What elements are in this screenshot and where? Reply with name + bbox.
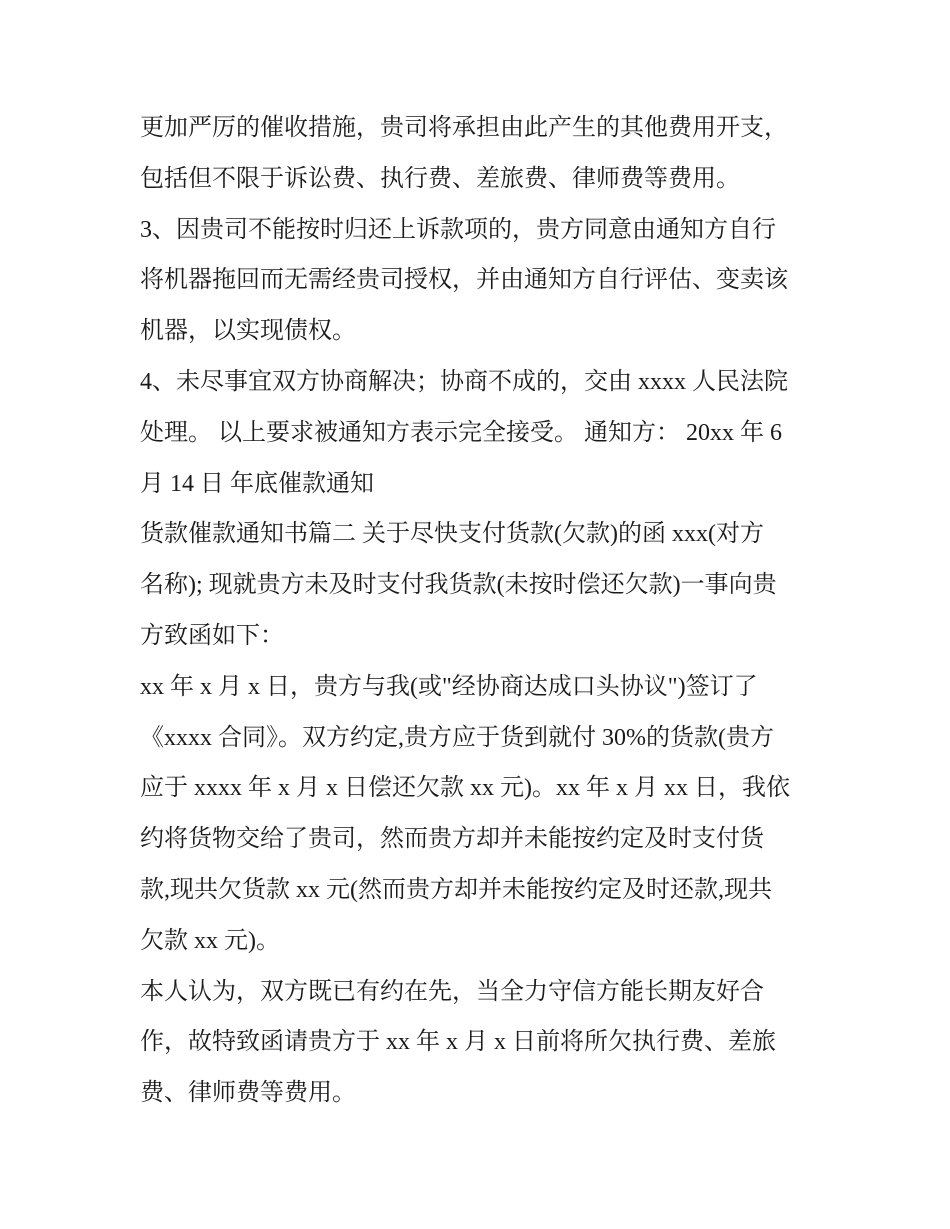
text-line: 应于 xxxx 年 x 月 x 日偿还欠款 xx 元)。xx 年 x 月 xx 日，我依 (140, 775, 790, 802)
paragraph-letter-two-heading (140, 509, 820, 661)
text-line: 包括但不限于诉讼费、执行费、差旅费、律师费等费用。 (140, 165, 740, 192)
paragraph-collection-measures (140, 103, 820, 205)
text-line: 机器，以实现债权。 (140, 318, 356, 345)
text-line: 将机器拖回而无需经贵司授权，并由通知方自行评估、变卖该 (140, 267, 788, 294)
text-line: 处理。 以上要求被通知方表示完全接受。 通知方： 20xx 年 6 (140, 419, 782, 446)
document-body (140, 103, 820, 1119)
text-line: 作，故特致函请贵方于 xx 年 x 月 x 日前将所欠执行费、差旅 (140, 1029, 776, 1056)
text-line: 欠款 xx 元)。 (140, 927, 280, 954)
text-line: 月 14 日 年底催款通知 (140, 470, 374, 497)
text-line: 款,现共欠货款 xx 元(然而贵方却并未能按约定及时还款,现共 (140, 876, 772, 903)
text-line: 费、律师费等费用。 (140, 1080, 356, 1107)
paragraph-clause-4 (140, 357, 820, 509)
text-line: 约将货物交给了贵司，然而贵方却并未能按约定及时支付货 (140, 826, 764, 853)
text-line: 名称); 现就贵方未及时支付我货款(未按时偿还欠款)一事向贵 (140, 572, 777, 599)
text-line: 货款催款通知书篇二 关于尽快支付货款(欠款)的函 xxx(对方 (140, 521, 764, 548)
paragraph-clause-3 (140, 205, 820, 357)
text-line: 方致函如下： (140, 622, 284, 649)
text-line: 《xxxx 合同》。双方约定,贵方应于货到就付 30%的货款(贵方 (140, 724, 774, 751)
text-line: 更加严厉的催收措施，贵司将承担由此产生的其他费用开支， (140, 115, 788, 141)
paragraph-payment-request (140, 967, 820, 1119)
text-line: xx 年 x 月 x 日，贵方与我(或"经协商达成口头协议")签订了 (140, 673, 758, 700)
text-line: 4、未尽事宜双方协商解决；协商不成的，交由 xxxx 人民法院 (140, 368, 788, 395)
text-line: 3、因贵司不能按时归还上诉款项的，贵方同意由通知方自行 (140, 216, 776, 243)
text-line: 本人认为，双方既已有约在先，当全力守信方能长期友好合 (140, 978, 764, 1005)
paragraph-contract-details (140, 662, 820, 967)
